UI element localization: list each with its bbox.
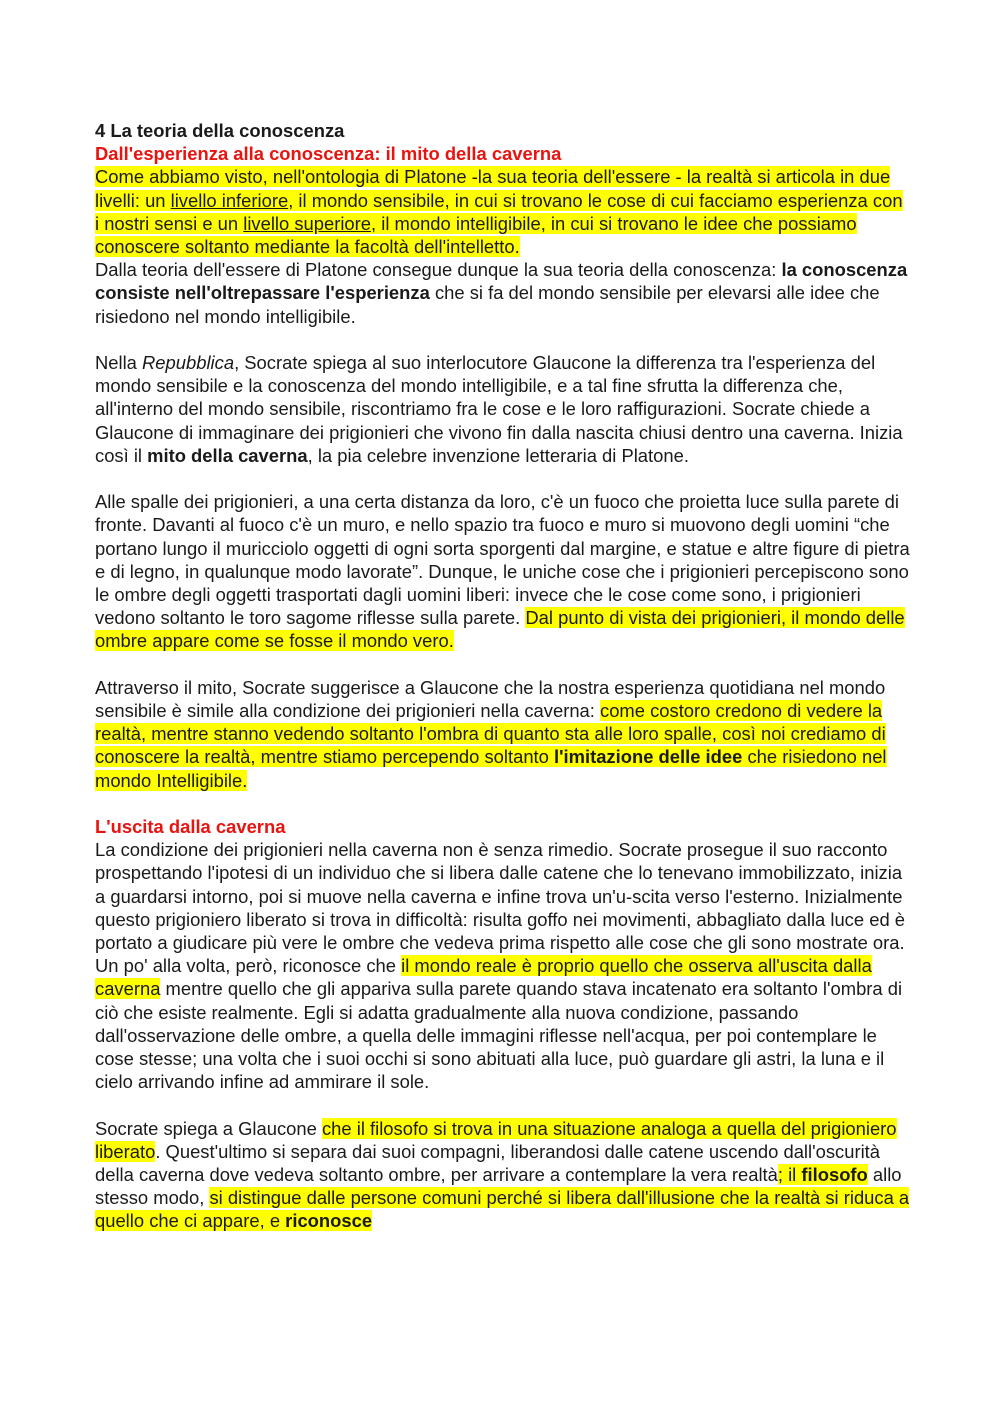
highlight: il mondo reale è proprio quello che osserva all'uscita dalla caverna — [95, 955, 872, 1000]
underlined-term: livello superiore — [243, 212, 372, 234]
paragraph-gap — [95, 653, 910, 676]
bold-text: filosofo — [801, 1164, 868, 1186]
highlight — [778, 1164, 868, 1185]
text-run: mentre quello che gli appariva sulla parete quando stava incatenato era soltanto l'ombra di ciò che esiste realmente. Egli si adatta gradualmente alla nuova condizione, passando dall'osservazione delle ombre, a quella delle immagini riflesse nell'acqua, per poi contemplare le cose stesse; una volta che i suoi occhi si sono abituati alla luce, può guardare gli astri, la luna e il cielo arrivando infine ad ammirare il sole. — [95, 978, 903, 1093]
section-heading-uscita: L'uscita dalla caverna — [95, 816, 286, 838]
text-run: come costoro credono di vedere la realtà, mentre stanno vedendo soltanto l'ombra di quanto sta alle loro spalle, così noi crediamo di conoscere la realtà, mentre stiamo percependo soltanto — [95, 700, 886, 768]
text-run: , il mondo sensibile, in cui si trovano le cose di cui facciamo esperienza con i nostri sensi e un — [95, 189, 903, 234]
section-heading-caverna: Dall'esperienza alla conoscenza: il mito della caverna — [95, 143, 562, 165]
paragraph-gap — [95, 467, 910, 490]
highlight: che il filosofo si trova in una situazione analoga a quella del prigioniero liberato — [95, 1117, 897, 1162]
text-run: , il mondo intelligibile, in cui si trovano le idee che possiamo conoscere soltanto mediante la facoltà dell'intelletto. — [95, 212, 857, 258]
text-run: ; il — [777, 1164, 802, 1186]
paragraph-prigioniero — [95, 838, 910, 1093]
paragraph-gap — [95, 1093, 910, 1116]
paragraph-teoria-conoscenza — [95, 258, 910, 328]
text-run: . Quest'ultimo si separa dai suoi compagni, liberandosi dalle catene uscendo dall'oscurità della caverna dove vedeva soltanto ombre, per arrivare a contemplare la vera realtà — [95, 1140, 880, 1186]
paragraph-repubblica — [95, 351, 910, 467]
text-run: Attraverso il mito, Socrate suggerisce a Glaucone che la nostra esperienza quotidiana nel mondo sensibile è simile alla condizione dei prigionieri nella caverna: — [95, 676, 886, 722]
paragraph-mito — [95, 676, 910, 792]
bold-text: riconosce — [285, 1210, 373, 1232]
text-run: Socrate spiega a Glaucone — [95, 1117, 322, 1139]
text-run: allo stesso modo, — [95, 1164, 902, 1209]
text-run: Dalla teoria dell'essere di Platone consegue dunque la sua teoria della conoscenza: — [95, 259, 782, 281]
bold-text: l'imitazione delle idee — [554, 746, 743, 768]
text-run: Alle spalle dei prigionieri, a una certa distanza da loro, c'è un fuoco che proietta luce sulla parete di fronte. Davanti al fuoco c'è un muro, e nello spazio tra fuoco e muro si muovono degli uomini “che portano lungo il muricciolo oggetti di ogni sorta sporgenti dal margine, e statue e altre figure di pietra e di legno, in qualunque modo lavorate”. Dunque, le uniche cose che i prigionieri percepiscono sono le ombre degli oggetti trasportati dagli uomini liberi: invece che le cose come sono, i prigionieri vedono soltanto le toro sagome riflesse sulla parete. — [95, 491, 910, 629]
underlined-term: livello inferiore — [170, 189, 289, 211]
bold-text: mito della caverna — [147, 444, 308, 466]
text-run: , la pia celebre invenzione letteraria di Platone. — [307, 444, 689, 466]
italic-text: Repubblica — [142, 352, 235, 374]
chapter-title: 4 La teoria della conoscenza — [95, 120, 345, 141]
highlight — [95, 166, 903, 257]
paragraph-gap — [95, 792, 910, 815]
paragraph-ontologia — [95, 165, 910, 258]
paragraph-fuoco — [95, 490, 910, 652]
text-run: La condizione dei prigionieri nella caverna non è senza rimedio. Socrate prosegue il suo racconto prospettando l'ipotesi di un individuo che si libera dalle catene che lo tenevano immobilizzato, inizia a guardarsi intorno, poi si muove nella caverna e infine trova un'u-scita verso l'esterno. Inizialmente questo prigioniero liberato si trova in difficoltà: risulta goffo nei movimenti, abbagliato dalla luce ed è portato a giudicare più vere le ombre che vedeva prima rispetto alle cose che gli sono mostrate ora. Un po' alla volta, però, riconosce che — [95, 839, 906, 977]
text-run: Come abbiamo visto, nell'ontologia di Platone -la sua teoria dell'essere - la realtà si articola in due livelli: un — [95, 166, 891, 211]
text-run: che risiedono nel mondo Intelligibile. — [95, 746, 887, 791]
text-run: , Socrate spiega al suo interlocutore Glaucone la differenza tra l'esperienza del mondo sensibile e la conoscenza del mondo intelligibile, e a tal fine sfrutta la differenza che, all'interno del mondo sensibile, riscontriamo fra le cose e le loro raffigurazioni. Socrate chiede a Glaucone di immaginare dei prigionieri che vivono fin dalla nascita chiusi dentro una caverna. Inizia così il — [95, 352, 903, 466]
paragraph-gap — [95, 328, 910, 351]
highlight — [95, 1187, 909, 1231]
text-run: si distingue dalle persone comuni perché si libera dall'illusione che la realtà si riduca a quello che ci appare, e — [95, 1187, 910, 1232]
paragraph-filosofo — [95, 1117, 910, 1233]
text-run: che si fa del mondo sensibile per elevarsi alle idee che risiedono nel mondo intelligibile. — [95, 282, 880, 327]
text-run: Nella — [95, 352, 143, 374]
bold-text: la conoscenza consiste nell'oltrepassare l'esperienza — [95, 259, 908, 304]
highlight: Dal punto di vista dei prigionieri, il mondo delle ombre appare come se fosse il mondo vero. — [95, 607, 905, 652]
